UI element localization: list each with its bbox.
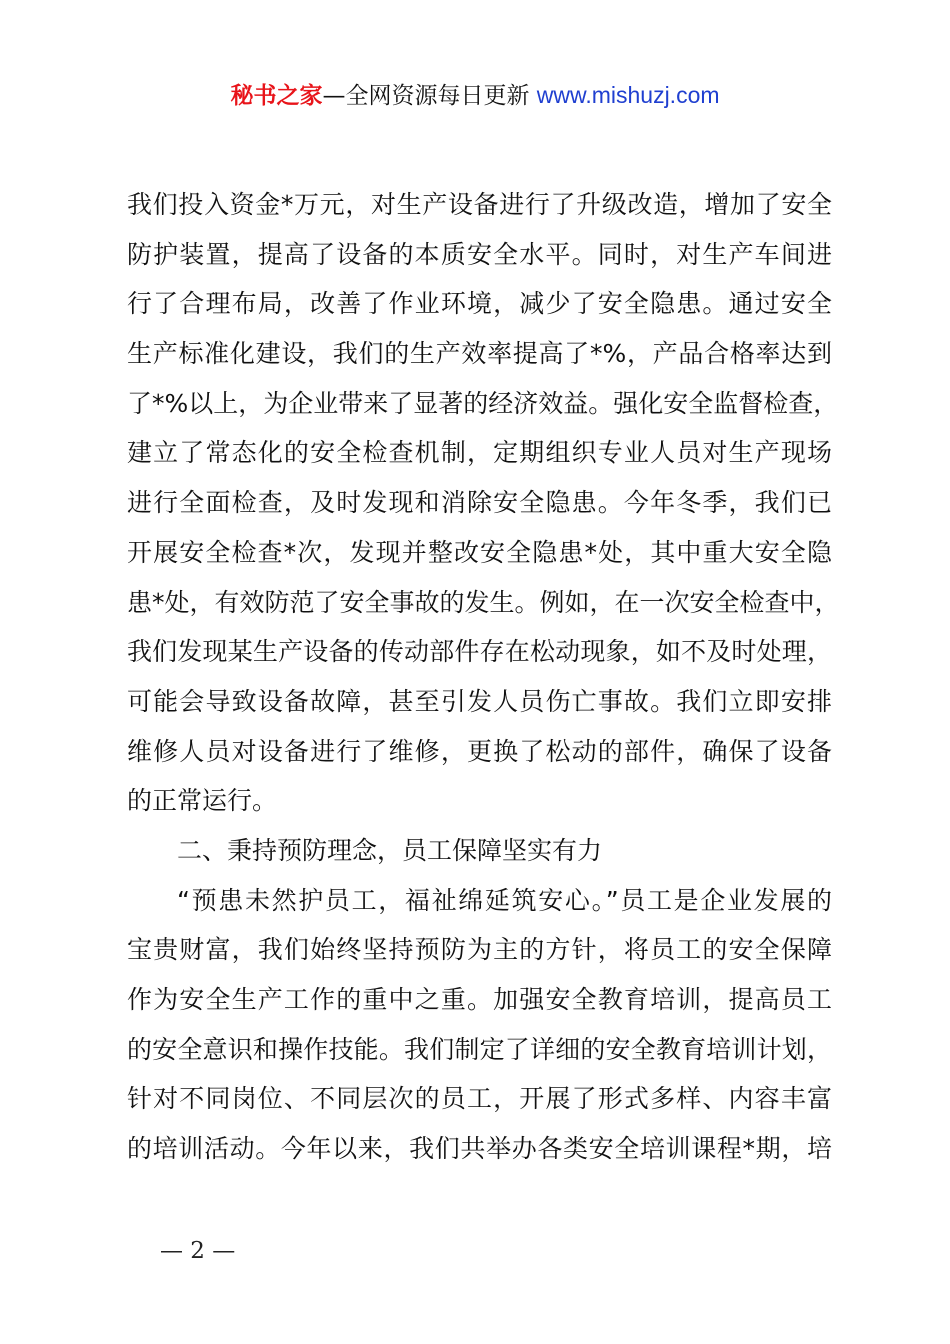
body-line: 患*处，有效防范了安全事故的发生。例如，在一次安全检查中，	[127, 587, 840, 617]
page-number: — 2 —	[160, 1238, 236, 1264]
body-line: 针对不同岗位、不同层次的员工，开展了形式多样、内容丰富	[127, 1084, 832, 1114]
body-line: 建立了常态化的安全检查机制，定期组织专业人员对生产现场	[127, 438, 832, 468]
body-line: 开展安全检查*次，发现并整改安全隐患*处，其中重大安全隐	[127, 537, 832, 567]
body-line: 了*%以上，为企业带来了显著的经济效益。强化安全监督检查，	[127, 388, 839, 418]
body-line: 的正常运行。	[127, 786, 278, 816]
site-header	[0, 78, 950, 113]
document-body	[127, 180, 840, 1174]
body-line: 我们投入资金*万元，对生产设备进行了升级改造，增加了安全	[127, 190, 832, 219]
body-line: 行了合理布局，改善了作业环境，减少了安全隐患。通过安全	[127, 289, 832, 319]
section-heading: 二、秉持预防理念，员工保障坚实有力	[177, 835, 603, 865]
body-line: 作为安全生产工作的重中之重。加强安全教育培训，提高员工	[127, 985, 832, 1014]
body-line: 进行全面检查，及时发现和消除安全隐患。今年冬季，我们已	[127, 488, 832, 518]
body-line: 我们发现某生产设备的传动部件存在松动现象，如不及时处理，	[127, 637, 832, 667]
site-tagline: —全网资源每日更新	[322, 83, 530, 109]
body-line: 生产标准化建设，我们的生产效率提高了*%，产品合格率达到	[127, 339, 832, 369]
body-line: “预患未然护员工，福祉绵延筑安心。”员工是企业发展的	[177, 885, 832, 915]
body-line: 可能会导致设备故障，甚至引发人员伤亡事故。我们立即安排	[127, 686, 832, 716]
body-line: 防护装置，提高了设备的本质安全水平。同时，对生产车间进	[127, 239, 832, 269]
body-line: 维修人员对设备进行了维修，更换了松动的部件，确保了设备	[127, 736, 832, 766]
body-line: 宝贵财富，我们始终坚持预防为主的方针，将员工的安全保障	[127, 935, 832, 965]
site-url: www.mishuzj.com	[536, 82, 720, 108]
site-brand: 秘书之家	[230, 83, 323, 109]
body-line: 的培训活动。今年以来，我们共举办各类安全培训课程*期，培	[127, 1134, 832, 1164]
body-line: 的安全意识和操作技能。我们制定了详细的安全教育培训计划，	[127, 1034, 832, 1064]
